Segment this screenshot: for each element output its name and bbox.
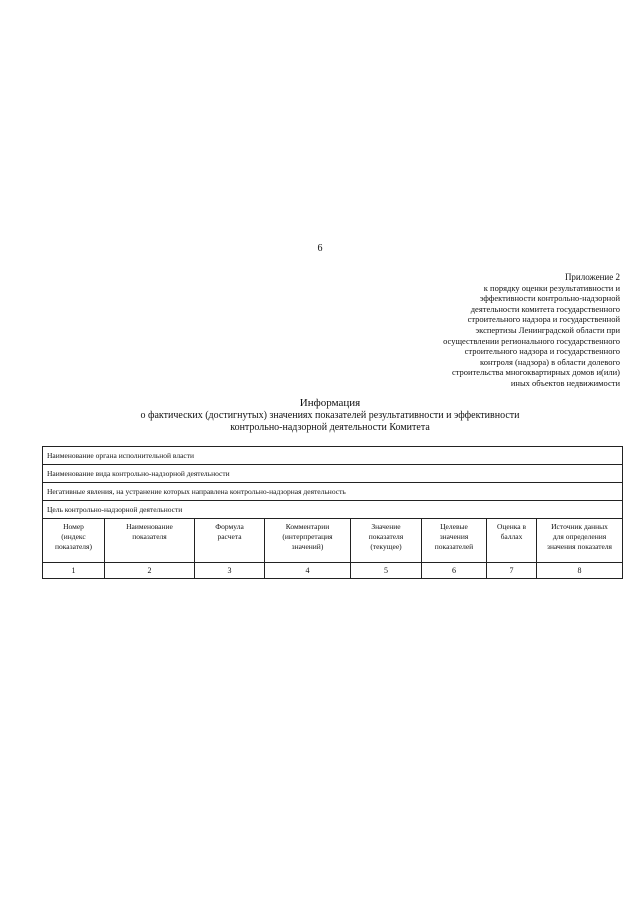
document-subtitle-line: о фактических (достигнутых) значениях показателей результативности и эффективности xyxy=(140,410,520,421)
column-header-line: показателей xyxy=(434,542,474,551)
column-number: 1 xyxy=(43,563,105,579)
appendix-line: строительного надзора и государственного xyxy=(464,346,620,357)
column-header xyxy=(105,519,195,563)
column-number: 5 xyxy=(351,563,422,579)
column-number: 4 xyxy=(265,563,351,579)
document-subtitle-line: контрольно-надзорной деятельности Комитета xyxy=(230,422,430,433)
column-number: 3 xyxy=(195,563,265,579)
document-title: Информация xyxy=(299,397,361,409)
table-row xyxy=(43,501,623,519)
appendix-title: Приложение 2 xyxy=(564,272,620,282)
appendix-line: иных объектов недвижимости xyxy=(510,377,620,388)
column-header xyxy=(351,519,422,563)
table-row xyxy=(43,483,623,501)
column-header-line: Оценка в xyxy=(496,522,527,531)
indicators-table xyxy=(42,446,623,579)
column-header-line: показателя xyxy=(132,532,167,541)
column-header xyxy=(537,519,623,563)
column-header-line: Формула xyxy=(215,522,244,531)
column-header-line: Комментарии xyxy=(285,522,330,531)
column-header-line: для определения xyxy=(552,532,607,541)
column-header-line: значения показателя xyxy=(547,542,613,551)
column-header-line: Наименование xyxy=(126,522,173,531)
column-header xyxy=(195,519,265,563)
appendix-line: контроля (надзора) в области долевого xyxy=(480,356,620,367)
info-row-goal: Цель контрольно-надзорной деятельности xyxy=(43,501,623,519)
column-number: 6 xyxy=(422,563,487,579)
document-heading xyxy=(40,397,620,434)
column-header-line: Целевые xyxy=(440,522,468,531)
column-header-line: значения xyxy=(439,532,469,541)
column-header-line: (индекс xyxy=(61,532,86,541)
column-header-line: показателя xyxy=(368,532,404,541)
appendix-line: деятельности комитета государственного xyxy=(470,303,620,314)
column-header xyxy=(43,519,105,563)
info-row-negative-phenomena: Негативные явления, на устранение которых направлена контрольно-надзорная деятельность xyxy=(43,483,623,501)
column-header-line: баллах xyxy=(500,532,523,541)
column-header xyxy=(422,519,487,563)
column-number: 7 xyxy=(487,563,537,579)
column-header-line: (текущее) xyxy=(370,542,402,551)
column-header-line: показателя) xyxy=(54,542,93,551)
table-header-row xyxy=(43,519,623,563)
column-header-line: расчета xyxy=(217,532,242,541)
column-header-line: значений) xyxy=(291,542,324,551)
column-header-line: (интерпретация xyxy=(282,532,333,541)
column-number-row xyxy=(43,563,623,579)
appendix-line: экспертизы Ленинградской области при xyxy=(475,324,620,335)
info-row-activity-type: Наименование вида контрольно-надзорной деятельности xyxy=(43,465,623,483)
column-header xyxy=(487,519,537,563)
table-row xyxy=(43,447,623,465)
page-number: 6 xyxy=(317,243,323,254)
column-header-line: Значение xyxy=(371,522,401,531)
appendix-line: строительного надзора и государственной xyxy=(467,314,620,325)
column-header-line: Источник данных xyxy=(551,522,608,531)
appendix-line: к порядку оценки результативности и xyxy=(483,282,620,293)
column-number: 8 xyxy=(537,563,623,579)
appendix-block xyxy=(405,272,620,389)
appendix-line: эффективности контрольно-надзорной xyxy=(479,293,620,304)
column-header xyxy=(265,519,351,563)
appendix-line: осуществлении регионального государственного xyxy=(443,335,620,346)
column-number: 2 xyxy=(105,563,195,579)
info-row-authority: Наименование органа исполнительной власти xyxy=(43,447,623,465)
appendix-line: строительства многоквартирных домов и(или) xyxy=(451,367,620,378)
column-header-line: Номер xyxy=(63,522,84,531)
table-row xyxy=(43,465,623,483)
